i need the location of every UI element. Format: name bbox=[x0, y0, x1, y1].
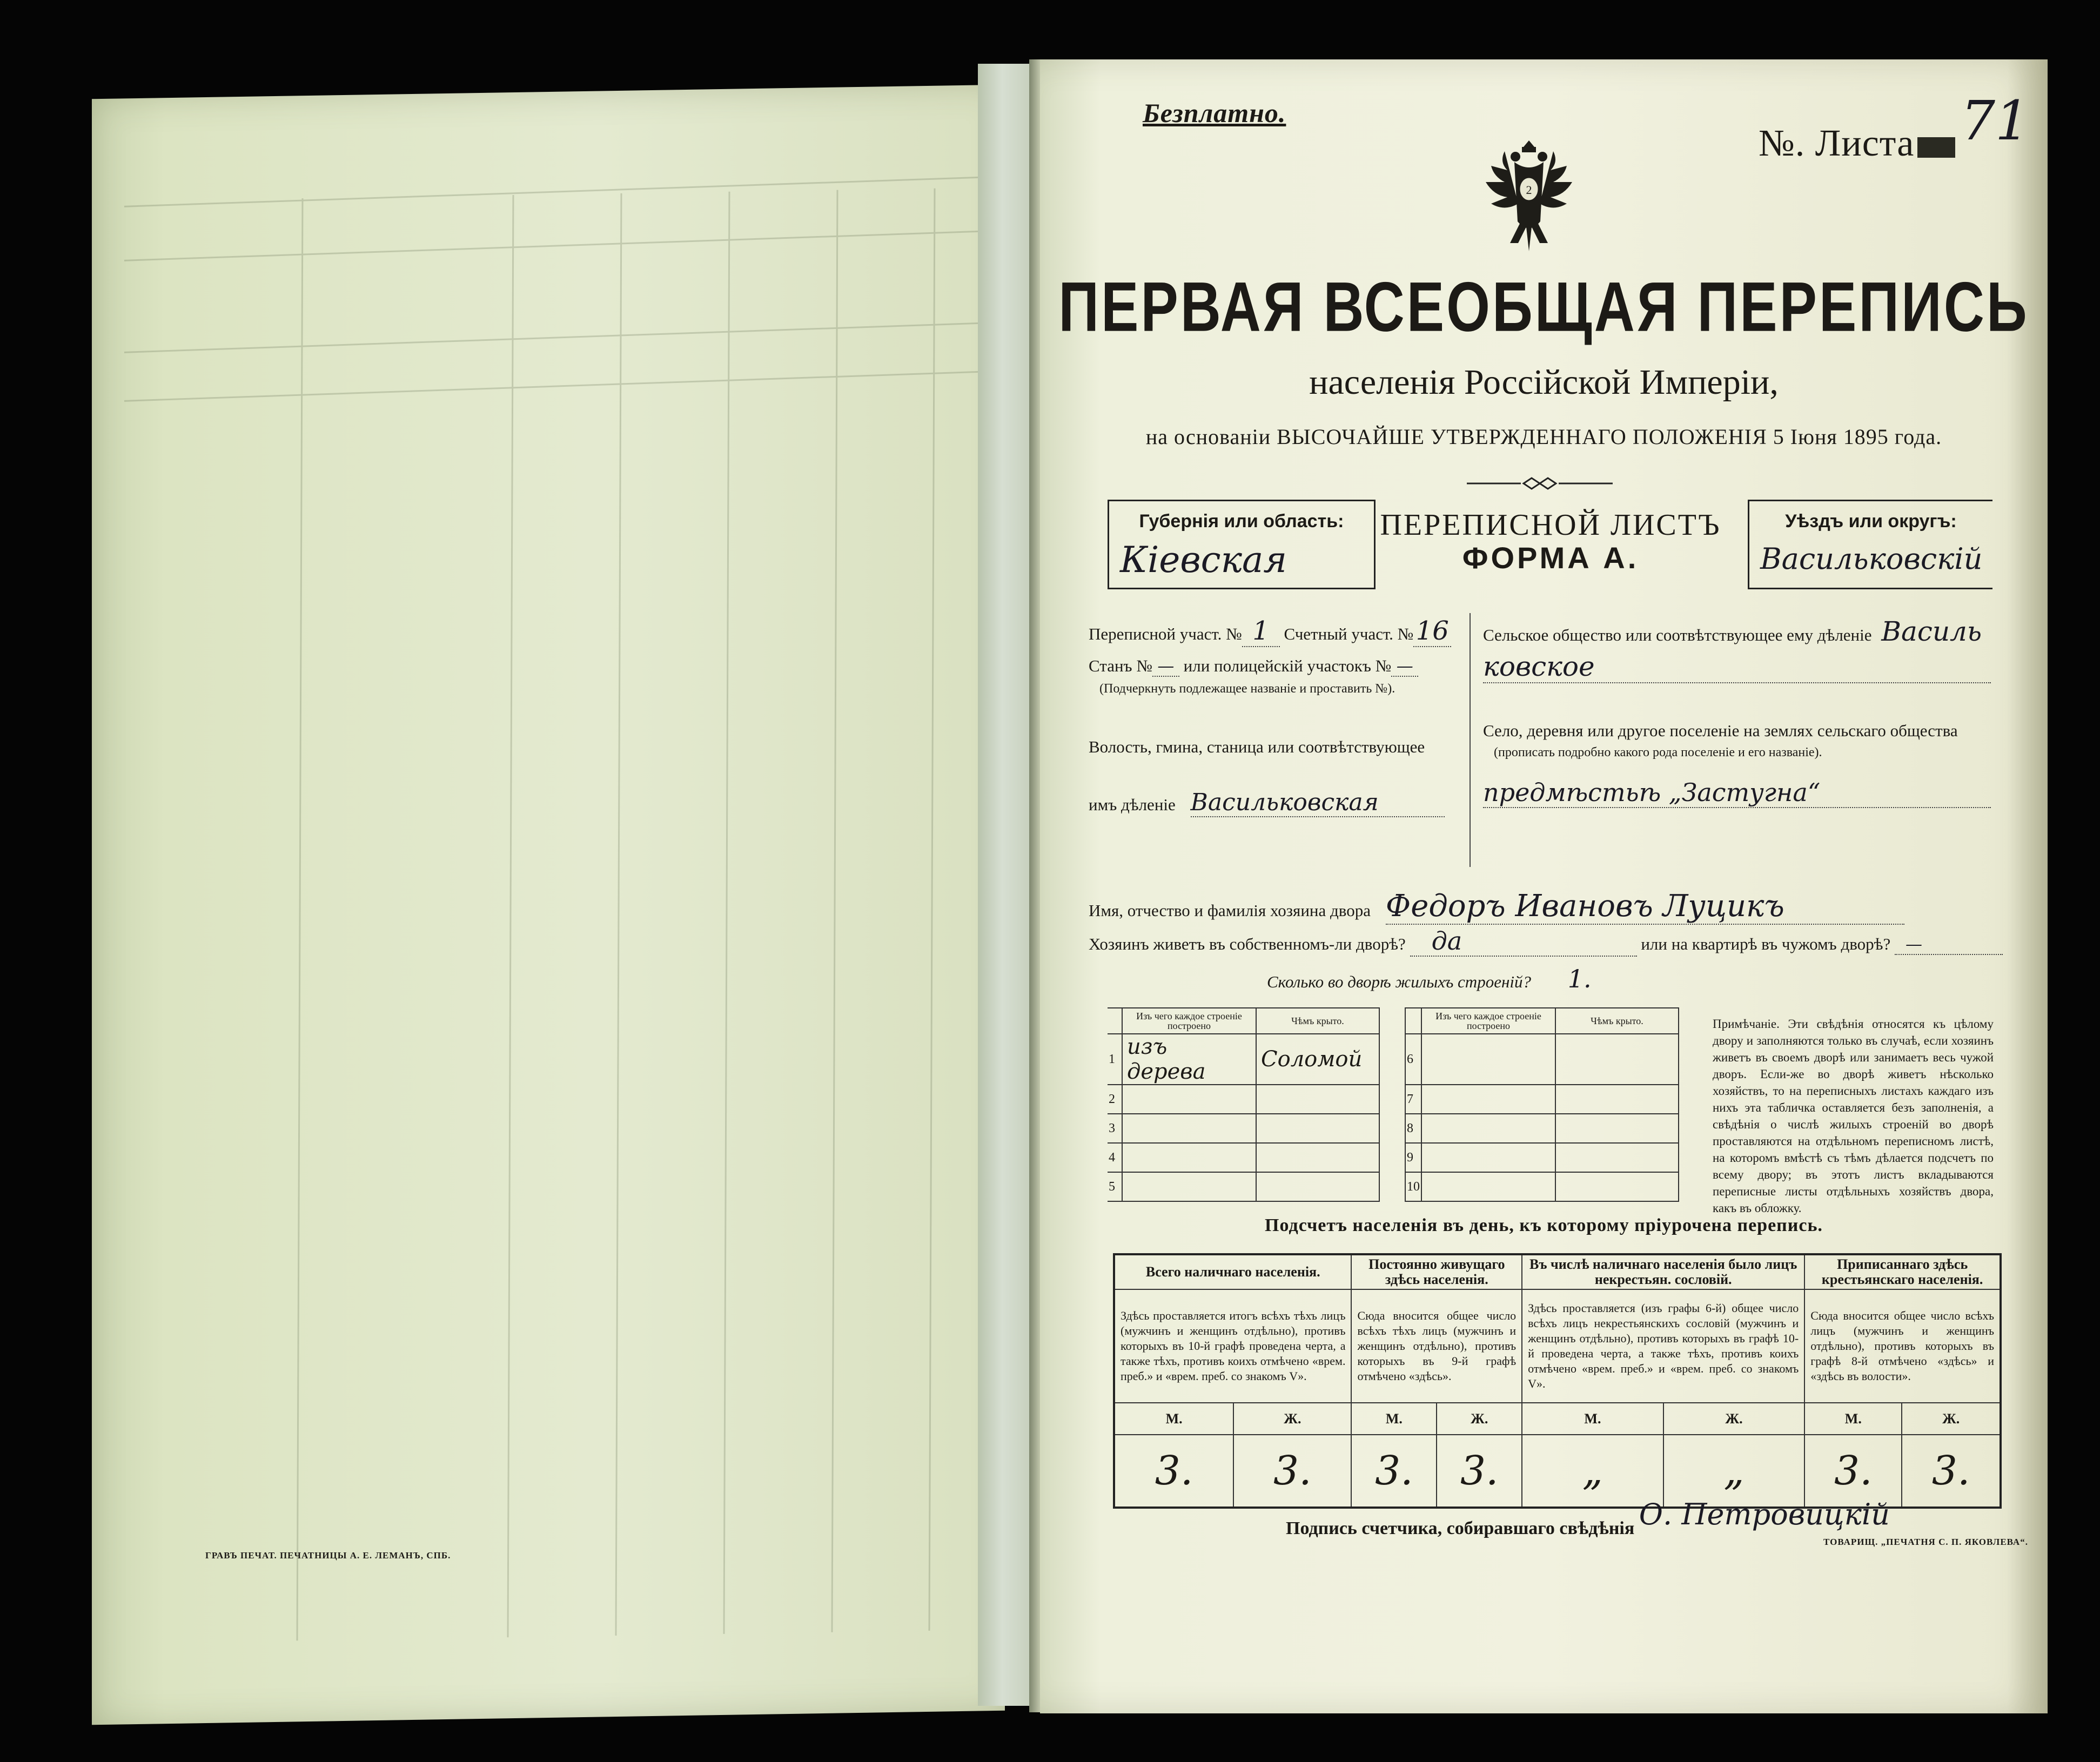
material-header-right: Изъ чего каждое строеніе построено bbox=[1421, 1008, 1555, 1034]
society-row bbox=[1483, 616, 1982, 647]
stan-note: (Подчеркнуть подлежащее названіе и проставить №). bbox=[1099, 682, 1395, 696]
count-col-description: Сюда вносится общее число всѣхъ лицъ (мужчинъ и женщинъ отдѣльно), противъ которыхъ въ графѣ 8-й отмѣчено «здѣсь» и «здѣсь въ волости». bbox=[1804, 1289, 2001, 1403]
male-count: 3. bbox=[1804, 1435, 1902, 1508]
male-count: „ bbox=[1522, 1435, 1663, 1508]
population-count-table bbox=[1113, 1253, 2002, 1509]
row-number: 3 bbox=[1108, 1114, 1122, 1143]
male-count: 3. bbox=[1351, 1435, 1437, 1508]
own-yard-label: Хозяинъ живетъ въ собственномъ-ли дворѣ? bbox=[1089, 934, 1406, 953]
buildings-gap bbox=[1379, 1085, 1405, 1114]
table-row bbox=[1108, 1143, 1679, 1172]
roof-cell bbox=[1256, 1085, 1379, 1114]
society-value-2: ковское bbox=[1483, 651, 1991, 683]
female-count: 3. bbox=[1233, 1435, 1351, 1508]
stan-value: — bbox=[1152, 656, 1179, 677]
roof-header-left: Чѣмъ крыто. bbox=[1256, 1008, 1379, 1034]
roof-cell bbox=[1555, 1143, 1679, 1172]
roof-header-right: Чѣмъ крыто. bbox=[1555, 1008, 1679, 1034]
left-page bbox=[92, 85, 1005, 1725]
census-area-label: Переписной участ. № bbox=[1089, 624, 1242, 643]
count-col-description: Здѣсь проставляется (изъ графы 6-й) общее число всѣхъ лицъ некрестьянскихъ сословій (мужчинъ и женщинъ отдѣльно), противъ которыхъ въ графѣ 10-й проведена черта, а также тѣхъ, противъ коихъ отмѣчено «врем. преб.» и «врем. преб. со знакомъ V». bbox=[1522, 1289, 1804, 1403]
stan-label: Станъ № bbox=[1089, 656, 1152, 675]
svg-text:2: 2 bbox=[1526, 183, 1532, 197]
enumerator-signature bbox=[1286, 1497, 1890, 1541]
counts-header-row bbox=[1114, 1254, 2001, 1289]
province-value: Кіевская bbox=[1120, 539, 1287, 581]
count-col-description: Сюда вносится общее число всѣхъ тѣхъ лицъ (мужчинъ и женщинъ отдѣльно), противъ которыхъ въ 9-й графѣ отмѣчено «здѣсь». bbox=[1351, 1289, 1522, 1403]
material-cell bbox=[1421, 1034, 1555, 1085]
sheet-number-value: 71 bbox=[1961, 89, 2030, 152]
female-count: 3. bbox=[1902, 1435, 2001, 1508]
population-count-title: Подсчетъ населенія въ день, къ которому пріурочена перепись. bbox=[1265, 1215, 1823, 1235]
counts-desc-row bbox=[1114, 1289, 2001, 1403]
buildings-count-label: Сколько во дворѣ жилыхъ строеній? bbox=[1267, 972, 1531, 991]
count-col-header: Приписаннаго здѣсь крестьянскаго населенія. bbox=[1804, 1254, 2001, 1289]
society-value-1: Василь bbox=[1881, 616, 1982, 647]
form-title: ПЕРВАЯ ВСЕОБЩАЯ ПЕРЕПИСЬ bbox=[1058, 268, 2029, 347]
roof-cell bbox=[1256, 1114, 1379, 1143]
female-count: 3. bbox=[1437, 1435, 1522, 1508]
buildings-gap bbox=[1379, 1114, 1405, 1143]
society-row-2 bbox=[1483, 651, 1991, 683]
village-row bbox=[1483, 778, 1991, 808]
count-area-label: Счетный участ. № bbox=[1284, 624, 1414, 643]
material-header-left: Изъ чего каждое строеніе построено bbox=[1122, 1008, 1256, 1034]
roof-cell bbox=[1555, 1034, 1679, 1085]
signature-label: Подпись счетчика, собиравшаго свѣдѣнія bbox=[1286, 1518, 1635, 1538]
form-type-line2: ФОРМА А. bbox=[1462, 541, 1639, 575]
roof-cell bbox=[1555, 1085, 1679, 1114]
buildings-table bbox=[1108, 1007, 1679, 1202]
count-col-header: Постоянно живущаго здѣсь населенія. bbox=[1351, 1254, 1522, 1289]
buildings-count-value: 1. bbox=[1567, 964, 1592, 993]
table-row bbox=[1108, 1114, 1679, 1143]
ornament-divider bbox=[1467, 475, 1613, 492]
village-value: предмѣстьѣ „Застугна“ bbox=[1483, 778, 1991, 808]
owner-name-value: Федоръ Ивановъ Луцикъ bbox=[1386, 889, 1904, 925]
buildings-gap bbox=[1379, 1034, 1405, 1085]
buildings-num-header-2 bbox=[1405, 1008, 1421, 1034]
count-col-description: Здѣсь проставляется итогъ всѣхъ тѣхъ лицъ (мужчинъ и женщинъ отдѣльно), противъ которыхъ въ 10-й графѣ проведена черта, а также тѣхъ, противъ коихъ отмѣчено «врем. преб.» и «врем. преб. со знакомъ V». bbox=[1114, 1289, 1351, 1403]
count-col-header: Въ числѣ наличнаго населенія было лицъ некрестьян. сословій. bbox=[1522, 1254, 1804, 1289]
legal-basis: на основаніи ВЫСОЧАЙШЕ УТВЕРЖДЕННАГО ПОЛОЖЕНІЯ 5 Іюня 1895 года. bbox=[1145, 425, 1942, 449]
row-number: 10 bbox=[1405, 1172, 1421, 1201]
row-number: 5 bbox=[1108, 1172, 1122, 1201]
count-col-header: Всего наличнаго населенія. bbox=[1114, 1254, 1351, 1289]
signature-value: О. Петровицкій bbox=[1639, 1497, 1890, 1531]
form-type-line1: ПЕРЕПИСНОЙ ЛИСТЪ bbox=[1380, 508, 1721, 542]
printer-imprint-left: ГРАВЪ ПЕЧАТ. ПЕЧАТНИЦЫ А. Е. ЛЕМАНЪ, СПБ. bbox=[205, 1550, 451, 1561]
counts-values-row bbox=[1114, 1435, 2001, 1508]
police-label: или полицейскій участокъ № bbox=[1183, 656, 1392, 675]
province-box bbox=[1108, 500, 1376, 589]
free-label: Безплатно. bbox=[1143, 98, 1286, 128]
roof-cell: Соломой bbox=[1256, 1034, 1379, 1085]
census-area-row bbox=[1089, 616, 1451, 647]
buildings-gap bbox=[1379, 1143, 1405, 1172]
material-cell bbox=[1421, 1143, 1555, 1172]
buildings-count-row bbox=[1267, 964, 1592, 993]
volost-value: Васильковская bbox=[1191, 789, 1445, 817]
own-yard-value: да bbox=[1410, 926, 1637, 957]
volost-label-1: Волость, гмина, станица или соотвѣтствующее bbox=[1089, 737, 1425, 756]
sheet-number-label: №. Листа bbox=[1759, 123, 1915, 164]
female-label: Ж. bbox=[1233, 1403, 1351, 1435]
society-label: Сельское общество или соотвѣтствующее ему дѣленіе bbox=[1483, 626, 1872, 644]
buildings-note: Примѣчаніе. Эти свѣдѣнія относятся къ цѣлому двору и заполняются только въ случаѣ, если хозяинъ живетъ въ своемъ дворѣ или занимаетъ весь чужой дворъ. Если-же во дворѣ живетъ нѣсколько хозяйствъ, то на переписныхъ листахъ каждаго изъ нихъ эта табличка оставляется безъ заполненія, а свѣдѣнія о числѣ жилыхъ строеній во дворѣ проставляются на отдѣльномъ переписномъ листѣ, на которомъ вмѣстѣ съ тѣмъ дѣлается подсчетъ по всему двору; въ этотъ листъ вкладываются переписные листы отдѣльныхъ хозяйствъ двора, какъ въ обложку. bbox=[1713, 1017, 1994, 1215]
roof-cell bbox=[1555, 1114, 1679, 1143]
female-label: Ж. bbox=[1437, 1403, 1522, 1435]
male-label: М. bbox=[1522, 1403, 1663, 1435]
counts-sex-row bbox=[1114, 1403, 2001, 1435]
row-number: 8 bbox=[1405, 1114, 1421, 1143]
province-label: Губернія или область: bbox=[1139, 511, 1344, 532]
village-label: Село, деревня или другое поселеніе на землях сельскаго общества bbox=[1483, 721, 1958, 740]
show-through-grid bbox=[92, 85, 1005, 1725]
roof-cell bbox=[1256, 1143, 1379, 1172]
buildings-num-header bbox=[1108, 1008, 1122, 1034]
stan-row bbox=[1089, 656, 1418, 677]
buildings-gap bbox=[1379, 1172, 1405, 1201]
material-cell bbox=[1122, 1143, 1256, 1172]
count-area-value: 16 bbox=[1413, 616, 1451, 647]
district-value: Васильковскій bbox=[1760, 542, 1983, 576]
material-cell bbox=[1421, 1114, 1555, 1143]
table-row bbox=[1108, 1172, 1679, 1201]
printer-imprint-right: ТОВАРИЩ. „ПЕЧАТНЯ С. П. ЯКОВЛЕВА“. bbox=[1823, 1537, 2028, 1547]
district-label: Уѣздъ или округъ: bbox=[1785, 511, 1957, 532]
struck-out-number bbox=[1917, 137, 1955, 158]
female-label: Ж. bbox=[1902, 1403, 2001, 1435]
material-cell: изъ дерева bbox=[1122, 1034, 1256, 1085]
rented-value: — bbox=[1895, 934, 2003, 955]
female-count: „ bbox=[1663, 1435, 1805, 1508]
volost-label-2: имъ дѣленіе bbox=[1089, 795, 1176, 814]
material-cell bbox=[1122, 1085, 1256, 1114]
table-row bbox=[1108, 1085, 1679, 1114]
material-cell bbox=[1122, 1114, 1256, 1143]
male-label: М. bbox=[1351, 1403, 1437, 1435]
owner-residence-row bbox=[1089, 926, 2003, 957]
male-label: М. bbox=[1114, 1403, 1233, 1435]
census-form-page bbox=[205, 59, 2048, 1713]
owner-name-label: Имя, отчество и фамилія хозяина двора bbox=[1089, 901, 1371, 920]
form-subtitle: населенія Россійской Имперіи, bbox=[1309, 362, 1779, 402]
imperial-eagle-emblem bbox=[1472, 130, 1586, 254]
census-area-value: 1 bbox=[1242, 616, 1280, 647]
volost-row bbox=[1089, 789, 1445, 817]
binding-shadow bbox=[1029, 59, 1041, 1712]
form-type bbox=[1364, 508, 1737, 575]
village-note: (прописать подробно какого рода поселеніе и его названіе). bbox=[1494, 745, 1822, 759]
material-cell bbox=[1122, 1172, 1256, 1201]
owner-name-row bbox=[1089, 889, 1904, 925]
row-number: 2 bbox=[1108, 1085, 1122, 1114]
roof-cell bbox=[1256, 1172, 1379, 1201]
material-cell bbox=[1421, 1172, 1555, 1201]
row-number: 4 bbox=[1108, 1143, 1122, 1172]
row-number: 6 bbox=[1405, 1034, 1421, 1085]
table-row bbox=[1108, 1034, 1679, 1085]
buildings-gap bbox=[1379, 1008, 1405, 1034]
location-divider bbox=[1470, 613, 1471, 867]
roof-cell bbox=[1555, 1172, 1679, 1201]
row-number: 7 bbox=[1405, 1085, 1421, 1114]
row-number: 1 bbox=[1108, 1034, 1122, 1085]
male-count: 3. bbox=[1114, 1435, 1233, 1508]
buildings-header bbox=[1108, 1008, 1679, 1034]
district-box bbox=[1748, 500, 1992, 589]
row-number: 9 bbox=[1405, 1143, 1421, 1172]
rented-label: или на квартирѣ въ чужомъ дворѣ? bbox=[1641, 934, 1891, 953]
sheet-number bbox=[1759, 89, 2030, 169]
female-label: Ж. bbox=[1663, 1403, 1805, 1435]
material-cell bbox=[1421, 1085, 1555, 1114]
police-value: — bbox=[1391, 656, 1418, 677]
male-label: М. bbox=[1804, 1403, 1902, 1435]
